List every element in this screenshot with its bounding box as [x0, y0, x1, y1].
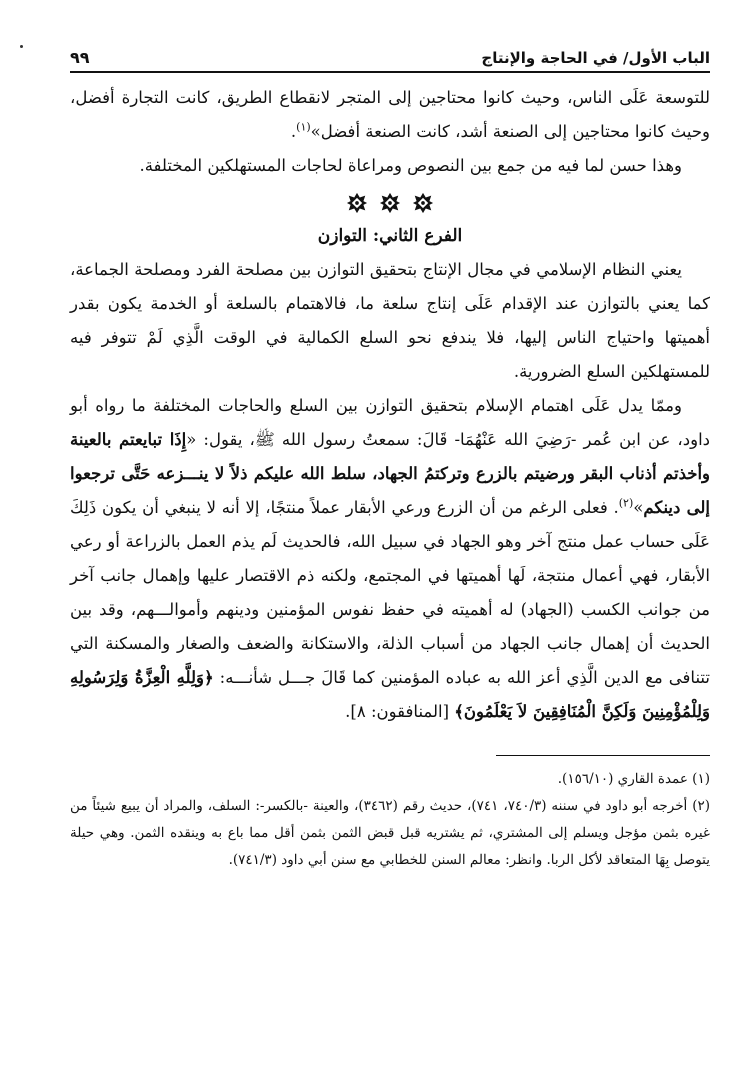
- paragraph-3: يعني النظام الإسلامي في مجال الإنتاج بتحقيق التوازن بين مصلحة الفرد ومصلحة الجماعة، كما يعني بالتوازن عند الإقدام عَلَى إنتاج سلعة ما، فالاهتمام بالسلعة أو الخدمة يكون بقدر أهميتها واحتياج الناس إليها، فلا يندفع نحو السلع الكمالية في الوقت الَّذِي لَمْ تتوفر فيه للمستهلكين السلع الضرورية.: [70, 260, 710, 381]
- section-ornament: [70, 185, 710, 219]
- running-title: الباب الأول/ في الحاجة والإنتاج: [481, 49, 710, 67]
- footnote-divider: [496, 755, 710, 756]
- hadith-text: إِذَا تبايعتم بالعينة وأخذتم أذناب البقر ورضيتم بالزرع وتركتمُ الجهاد، سلط الله عليكم ذلاً لا ينـــزعه حَتَّى ترجعوا إلى دينكم: [70, 430, 710, 517]
- eight-point-star-icon: [379, 192, 401, 214]
- section-subheading: الفرع الثاني: التوازن: [317, 226, 463, 246]
- footnote-ref-1: (١): [296, 120, 311, 134]
- paragraph-4-intro: وممّا يدل عَلَى اهتمام الإسلام بتحقيق التوازن بين السلع والحاجات المختلفة ما رواه أبو داود، عن ابن عُمر -رَضِيَ الله عَنْهُمَا- قَالَ: سمعتُ رسول الله ﷺ، يقول: «: [70, 396, 711, 449]
- footnote-ref-2: (٢): [618, 496, 634, 510]
- page-header: [70, 48, 710, 73]
- paragraph-4-rest: . فعلى الرغم من أن الزرع ورعي الأبقار عملاً منتجًا، إلا أنه لا ينبغي أن يكون ذَلِكَ عَلَى حساب عمل منتج آخر وهو الجهاد في سبيل الله، فالحديث لَم يذم العمل بالزراعة أو رعي الأبقار، فهي أعمال منتجة، لَها أهميتها في المجتمع، ولكنه ذم الاقتصار عليها وإهمال جانب آخر من جوانب الكسب (الجهاد) له أهميته في حفظ نفوس المؤمنين ودينهم وأموالـــهم، وقد بين الحديث أن إهمال جانب الجهاد من أسباب الذلة، والاستكانة والضعف والصغار والمسكنة التي تتنافى مع الدين الَّذِي أعز الله به عباده المؤمنين كما قَالَ جـــل شأنـــه:: [70, 498, 710, 687]
- paragraph-1: [70, 81, 710, 149]
- eight-point-star-icon: [346, 192, 368, 214]
- footnote-1: (١) عمدة القاري (١٥٦/١٠).: [557, 771, 710, 787]
- eight-point-star-icon: [412, 192, 434, 214]
- hadith-close-quote: »: [633, 498, 644, 517]
- quran-citation: [المنافقون: ٨].: [345, 702, 455, 721]
- quran-verse: ﴿وَلِلَّهِ الْعِزَّةُ وَلِرَسُولِهِ وَلِلْمُؤْمِنِينَ وَلَكِنَّ الْمُنَافِقِينَ لاَ يَعْلَمُونَ﴾: [70, 668, 710, 721]
- book-page: [70, 48, 710, 874]
- page-number: ٩٩: [70, 48, 90, 67]
- paragraph-1-end: .: [290, 122, 297, 141]
- main-text: [70, 81, 710, 729]
- footnote-2: (٢) أخرجه أبو داود في سننه (٧٤٠/٣، ٧٤١)، حديث رقم (٣٤٦٢)، والعينة -بالكسر-: السلف، والمراد أن يبيع شيئاً من غيره بثمن مؤجل ويسلم إلى المشتري، ثم يشتريه قبل قبض الثمن بثمن أقل مما باع به وينقده الثمن. وهي حيلة يتوصل بِهَا المتعاقد لأكل الربا. وانظر: معالم السنن للخطابي مع سنن أبي داود (٧٤١/٣).: [70, 798, 711, 868]
- scan-speck: [20, 45, 23, 48]
- footnotes: [70, 766, 710, 874]
- paragraph-4: [70, 389, 710, 729]
- paragraph-1-text: للتوسعة عَلَى الناس، وحيث كانوا محتاجين إلى المتجر لانقطاع الطريق، كانت التجارة أفضل، وحيث كانوا محتاجين إلى الصنعة أشد، كانت الصنعة أفضل»: [70, 88, 710, 141]
- paragraph-2: وهذا حسن لما فيه من جمع بين النصوص ومراعاة لحاجات المستهلكين المختلفة.: [139, 156, 682, 175]
